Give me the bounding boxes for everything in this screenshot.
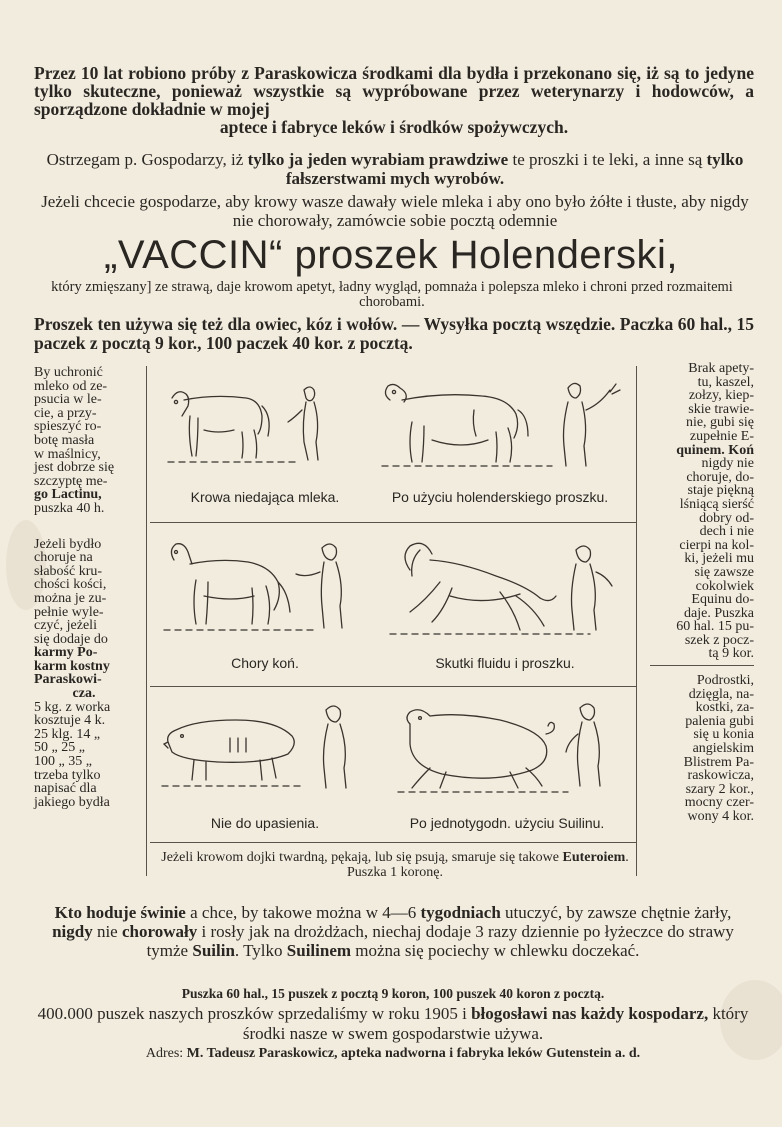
- pigs-text: nie: [92, 922, 122, 941]
- picture-frame-right-border: [636, 366, 637, 876]
- left-line: w maślnicy,: [34, 446, 101, 462]
- warning-lead: Ostrzegam p. Gospodarzy, iż: [46, 150, 248, 169]
- left-line: choruje na: [34, 550, 93, 566]
- warning-paragraph: [34, 150, 756, 188]
- right-line: staje piękną: [687, 483, 754, 499]
- right-line: tu, kaszel,: [697, 374, 754, 390]
- warning-bold-2: tylko fałszerstwami mych wyrobów.: [285, 150, 744, 188]
- right-line: palenia gubi: [685, 713, 754, 729]
- right-line: choruje, do-: [686, 469, 754, 485]
- right-line: Equinu do-: [691, 592, 754, 608]
- intro-paragraph: [34, 64, 754, 136]
- fat-pig-illustration: [390, 694, 632, 804]
- right-line: kostki, za-: [695, 700, 754, 716]
- sick-horse-illustration: [154, 530, 364, 645]
- left-line: 100 „ 35 „: [34, 754, 92, 770]
- pigs-bold: Suilinem: [286, 941, 352, 960]
- picture-row-divider: [150, 522, 636, 523]
- headline: „VACCIN“ proszek Holenderski,: [104, 233, 678, 277]
- right-line: mocny czer-: [684, 795, 754, 811]
- left-line: karm kostny: [34, 658, 110, 674]
- pigs-bold: Suilin: [192, 941, 235, 960]
- pigs-bold: Kto hoduje świnie: [54, 903, 186, 922]
- right-line: angielskim: [692, 741, 754, 757]
- udder-note-tail: . Puszka 1 koronę.: [346, 850, 629, 880]
- caption-horse-sick: Chory koń.: [231, 655, 299, 671]
- sales-bold: błogosławi nas każdy kospodarz,: [471, 1004, 709, 1023]
- right-line: dzięgla, na-: [688, 686, 754, 702]
- pigs-bold: nigdy: [52, 922, 93, 941]
- intro-line: aptece i fabryce leków i środków spożywczych.: [219, 117, 569, 137]
- right-line: raskowicza,: [687, 768, 754, 784]
- right-line: Blistrem Pa-: [683, 754, 754, 770]
- left-line: trzeba tylko: [34, 767, 101, 783]
- caption-cow-sick: Krowa niedająca mleka.: [190, 489, 340, 505]
- caption-cow-well: Po użyciu holenderskiego proszku.: [391, 489, 609, 505]
- right-line: cokolwiek: [695, 578, 754, 594]
- pigs-text: i rosły jak na drożdżach, niechaj dodaje 3 razy dziennie po łyżeczce do strawy tymże: [146, 922, 734, 960]
- right-line: quinem. Koń: [676, 442, 754, 458]
- address-line: [34, 1046, 752, 1062]
- left-line: mleko od ze-: [34, 378, 108, 394]
- left-line: słabość kru-: [34, 563, 103, 579]
- left-line: chości kości,: [34, 577, 107, 593]
- left-line: można je zu-: [34, 590, 107, 606]
- right-line: lśniącą sierść: [679, 496, 754, 512]
- pigs-bold: chorowały: [121, 922, 198, 941]
- right-line: wony 4 kor.: [687, 809, 754, 824]
- right-line: nie, gubi się: [685, 415, 754, 431]
- left-block-2: [34, 538, 134, 810]
- pigs-paragraph: [34, 903, 752, 960]
- picture-row-divider: [150, 842, 636, 843]
- right-line: się u konia: [693, 727, 754, 743]
- caption-horse-well: Skutki fluidu i proszku.: [435, 655, 575, 671]
- caption-pig-thin: Nie do upasienia.: [210, 815, 320, 831]
- left-line: cza.: [72, 686, 96, 702]
- udder-note-text: Jeżeli krowom dojki twardną, pękają, lub się psują, smaruje się takowe: [161, 850, 563, 865]
- left-line: pełnie wyle-: [34, 604, 104, 620]
- intro-line: Przez 10 lat robiono próby z Paraskowicza środkami dla bydła i przekonano się, iż są to jedyne tylko skuteczne, ponieważ wszystkie są wypróbowane przez weterynarzy i hodowców, a sporządzone dokładnie w mojej: [34, 63, 754, 119]
- left-line: karmy Po-: [34, 645, 98, 661]
- address-text: M. Tadeusz Paraskowicz, apteka nadworna i fabryka leków Gutenstein a. d.: [186, 1046, 641, 1061]
- right-line: Podrostki,: [696, 673, 754, 689]
- left-line: jest dobrze się: [34, 460, 115, 476]
- right-block-2: [650, 674, 754, 824]
- picture-row-divider: [150, 686, 636, 687]
- udder-note-product: Euteroiem: [562, 850, 626, 865]
- sick-cow-illustration: [154, 370, 354, 480]
- left-line: Jeżeli bydło: [34, 536, 102, 552]
- right-line: 60 hal. 15 pu-: [676, 619, 754, 635]
- right-line: zupełnie E-: [689, 428, 754, 444]
- left-line: By uchronić: [34, 365, 103, 380]
- left-line: szczyptę me-: [34, 473, 108, 489]
- left-block-1: [34, 366, 134, 516]
- right-line: cierpi na kol-: [679, 537, 754, 553]
- left-line: 5 kg. z worka: [34, 699, 111, 715]
- left-line: się dodaje do: [34, 631, 108, 647]
- left-line: kosztuje 4 k.: [34, 713, 106, 729]
- left-line: 50 „ 25 „: [34, 740, 85, 756]
- right-line: tą 9 kor.: [708, 646, 754, 662]
- udder-note: [150, 851, 640, 880]
- left-line: jakiego bydła: [34, 794, 110, 810]
- left-line: psucia w le-: [34, 392, 102, 408]
- warning-bold: tylko ja jeden wyrabiam prawdziwe: [247, 150, 509, 169]
- thin-pig-illustration: [154, 694, 364, 804]
- left-line: napisać dla: [34, 781, 97, 797]
- headline-description: który zmięszany] ze strawą, daje krowom apetyt, ładny wygląd, pomnaża i polepsza mleko i chroni przed rozmaitemi chorobami.: [51, 279, 733, 310]
- sales-text: 400.000 puszek naszych proszków sprzedaliśmy w roku 1905 i: [37, 1004, 472, 1023]
- right-line: skie trawie-: [688, 401, 754, 417]
- left-line: czyć, jeżeli: [34, 618, 97, 634]
- sales-text: który środki nasze w swem gospodarstwie używa.: [242, 1004, 749, 1043]
- left-line: 25 klg. 14 „: [34, 726, 101, 742]
- left-line: Paraskowi-: [34, 672, 102, 688]
- sheep-paragraph: Proszek ten używa się też dla owiec, kóz i wołów. — Wysyłka pocztą wszędzie. Paczka 60 hal., 15 paczek z pocztą 9 kor., 100 paczek 40 kor. z pocztą.: [34, 314, 754, 353]
- left-line: go Lactinu,: [34, 487, 102, 503]
- pigs-text: można się pociechy w chlewku doczekać.: [351, 941, 640, 960]
- left-column: [34, 366, 134, 809]
- cows-paragraph: Jeżeli chcecie gospodarze, aby krowy wasze dawały wiele mleka i aby ono było żółte i tłuste, aby nigdy nie chorowały, zamówcie sobie pocztą odemnie: [41, 192, 749, 230]
- right-block-1: [650, 362, 754, 661]
- right-column: [650, 362, 754, 824]
- pigs-bold: tygodniach: [420, 903, 501, 922]
- left-line: puszka 40 h.: [34, 500, 105, 516]
- caption-pig-fat: Po jednotygodn. użyciu Suilinu.: [409, 815, 605, 831]
- right-line: daje. Puszka: [684, 605, 754, 621]
- right-line: nigdy nie: [701, 456, 754, 472]
- address-label: Adres:: [145, 1046, 187, 1061]
- suilin-price: Puszka 60 hal., 15 puszek z pocztą 9 koron, 100 puszek 40 koron z pocztą.: [181, 986, 605, 1001]
- right-line: dech i nie: [699, 524, 754, 540]
- right-line: się zawsze: [694, 564, 754, 580]
- right-line: zołzy, kiep-: [688, 388, 754, 404]
- right-line: dobry od-: [699, 510, 754, 526]
- right-line: Brak apety-: [688, 361, 754, 376]
- pigs-text: utuczyć, by zawsze chętnie żarły,: [500, 903, 732, 922]
- left-line: cie, a przy-: [34, 405, 97, 421]
- healthy-horse-illustration: [380, 530, 630, 645]
- right-line: ki, jeżeli mu: [684, 551, 754, 567]
- healthy-cow-illustration: [372, 370, 632, 480]
- sales-paragraph: [34, 1004, 752, 1044]
- left-line: spieszyć ro-: [34, 419, 102, 435]
- right-line: szek z pocz-: [684, 632, 754, 648]
- warning-tail: te proszki i te leki, a inne są: [508, 150, 707, 169]
- pigs-text: . Tylko: [234, 941, 287, 960]
- pigs-text: a chce, by takowe można w 4—6: [185, 903, 421, 922]
- left-line: botę masła: [34, 432, 95, 448]
- right-line: szary 2 kor.,: [685, 781, 754, 797]
- picture-frame-left-border: [146, 366, 147, 876]
